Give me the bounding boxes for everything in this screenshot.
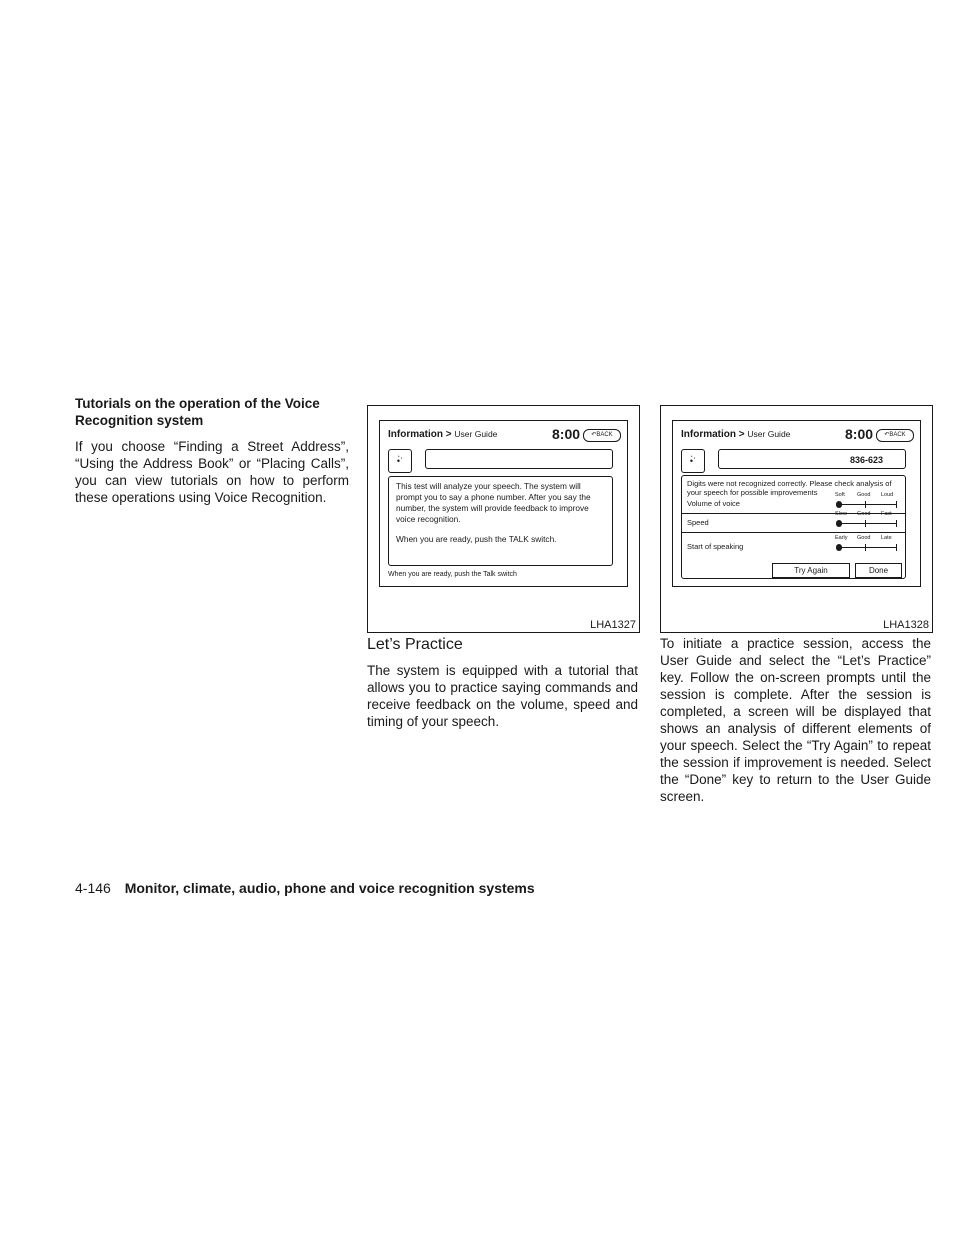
status-line: When you are ready, push the Talk switch xyxy=(388,571,517,578)
metric-indicator xyxy=(836,520,842,527)
metric-label: Start of speaking xyxy=(687,542,744,551)
voice-face-icon: •̀͏ʾ xyxy=(388,449,412,473)
tick-label: Late xyxy=(881,535,892,541)
done-button[interactable]: Done xyxy=(855,563,902,578)
figure-code: LHA1327 xyxy=(590,619,636,631)
back-label: BACK xyxy=(596,432,613,438)
tutorials-heading: Tutorials on the operation of the Voice Recognition system xyxy=(75,396,320,428)
back-label: BACK xyxy=(889,432,906,438)
recognized-number-field: 836-623 xyxy=(718,449,906,469)
analysis-panel xyxy=(681,475,906,579)
metric-label: Speed xyxy=(687,518,709,527)
instruction-box xyxy=(388,476,613,566)
instruction-talk-text: When you are ready, push the TALK switch. xyxy=(396,534,557,544)
figure-code: LHA1328 xyxy=(883,619,929,631)
tick-label: Good xyxy=(857,511,871,517)
try-again-button[interactable]: Try Again xyxy=(772,563,850,578)
metric-indicator xyxy=(836,544,842,551)
tick-label: Soft xyxy=(835,492,845,498)
metric-scale xyxy=(837,523,897,524)
metric-scale xyxy=(837,504,897,505)
instruction-text: This test will analyze your speech. The system will prompt you to say a phone number. After you say the number, the system will provide feedback to improve voice recognition. xyxy=(396,481,591,524)
recognized-text-field xyxy=(425,449,613,469)
page-number: 4-146 xyxy=(75,880,111,896)
voice-face-icon: •̀͏ʾ xyxy=(681,449,705,473)
page-footer xyxy=(75,880,535,896)
header-subtitle: User Guide xyxy=(747,429,791,439)
back-arrow-icon: ↶ xyxy=(884,432,890,438)
metric-indicator xyxy=(836,501,842,508)
back-button[interactable] xyxy=(876,429,914,442)
screen-frame xyxy=(672,420,921,587)
clock: 8:00 xyxy=(845,426,874,442)
screen-frame xyxy=(379,420,628,587)
tick-label: Good xyxy=(857,535,871,541)
analysis-title: Digits were not recognized correctly. Please check analysis of your speech for possible improvements xyxy=(687,479,892,497)
tick-label: Slow xyxy=(835,511,847,517)
screen-header xyxy=(681,429,790,440)
initiate-paragraph: To initiate a practice session, access the User Guide and select the “Let’s Practice” key. Follow the on-screen prompts until the session is complete. After the session is completed, a screen will be displayed that shows an analysis of different elements of your speech. Select the “Try Again” to repeat the session if improvement is needed. Select the “Done” key to return to the User Guide screen. xyxy=(660,636,931,804)
figure-voice-test-screen xyxy=(367,405,640,633)
tick-label: Fast xyxy=(881,511,892,517)
header-title: Information > xyxy=(681,429,745,440)
back-arrow-icon: ↶ xyxy=(591,432,597,438)
section-title-lets-practice: Let’s Practice xyxy=(367,636,463,653)
metric-scale xyxy=(837,547,897,548)
tick-label: Early xyxy=(835,535,848,541)
metric-label: Volume of voice xyxy=(687,499,740,508)
clock: 8:00 xyxy=(552,426,581,442)
tick-label: Good xyxy=(857,492,871,498)
header-subtitle: User Guide xyxy=(454,429,498,439)
header-title: Information > xyxy=(388,429,452,440)
figure-speech-analysis-screen xyxy=(660,405,933,633)
back-button[interactable] xyxy=(583,429,621,442)
chapter-title: Monitor, climate, audio, phone and voice recognition systems xyxy=(124,880,535,896)
practice-paragraph: The system is equipped with a tutorial that allows you to practice saying commands and receive feedback on the volume, speed and timing of your speech. xyxy=(367,663,638,729)
tutorials-paragraph: If you choose “Finding a Street Address”, “Using the Address Book” or “Placing Calls”, you can view tutorials on how to perform these operations using Voice Recognition. xyxy=(75,439,349,505)
screen-header xyxy=(388,429,497,440)
tick-label: Loud xyxy=(881,492,894,498)
